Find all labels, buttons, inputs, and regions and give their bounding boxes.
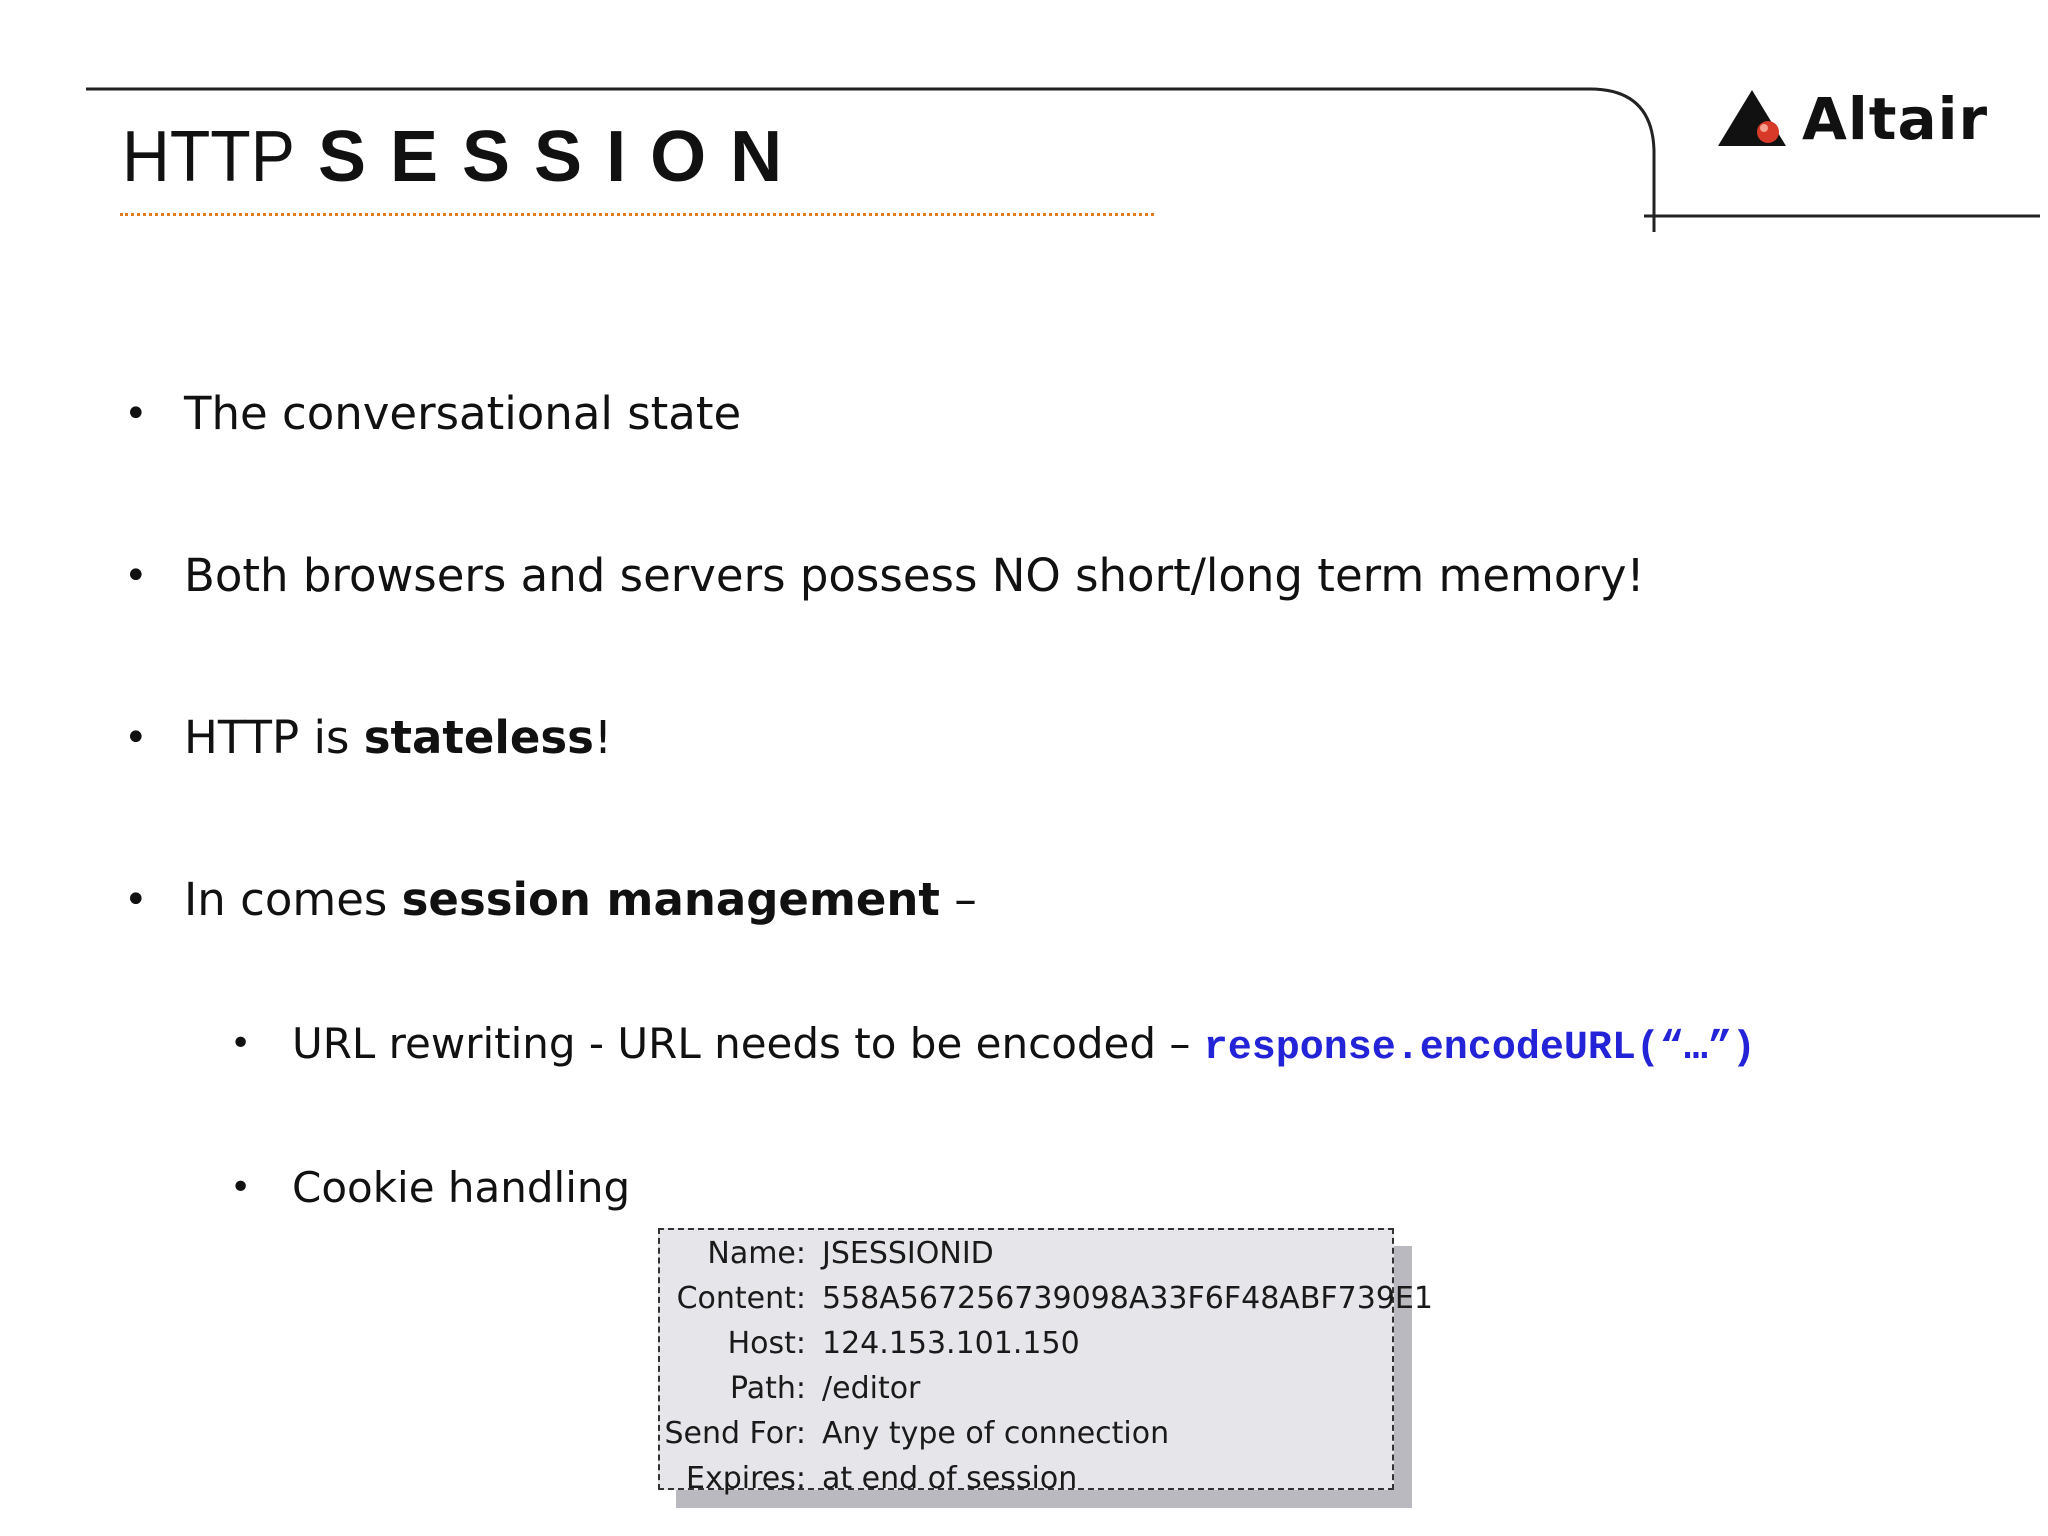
bullet-item — [230, 1160, 631, 1216]
bullet-dot: • — [124, 391, 148, 437]
cookie-row — [660, 1457, 1392, 1501]
logo-text: Altair — [1802, 85, 1989, 153]
cookie-panel — [658, 1228, 1433, 1496]
bullet-text: Both browsers and servers possess NO short/long term memory! — [184, 549, 1645, 602]
cookie-value: /editor — [822, 1371, 921, 1406]
cookie-value: 124.153.101.150 — [822, 1326, 1080, 1361]
cookie-label: Path: — [729, 1371, 806, 1406]
bullet-dot: • — [124, 715, 148, 761]
title-bold: SESSION — [317, 117, 807, 197]
bullet-text: ! — [593, 711, 612, 764]
bullet-text: URL rewriting - URL needs to be encoded – — [292, 1019, 1204, 1068]
cookie-row — [660, 1412, 1392, 1456]
cookie-row — [660, 1232, 1392, 1276]
cookie-value: at end of session — [822, 1461, 1078, 1496]
cookie-label: Host: — [727, 1326, 806, 1361]
bullet-item — [124, 548, 1645, 604]
bullet-text: In comes — [184, 873, 402, 926]
cookie-row — [660, 1367, 1392, 1411]
bold-text: session management — [401, 873, 940, 926]
cookie-label: Content: — [676, 1281, 806, 1316]
cookie-value: 558A567256739098A33F6F48ABF739E1 — [822, 1281, 1433, 1316]
bullet-text: – — [939, 873, 977, 926]
bullet-text: HTTP is — [184, 711, 364, 764]
bullet-item — [124, 710, 612, 766]
cookie-value: Any type of connection — [822, 1416, 1170, 1451]
bullet-dot: • — [124, 877, 148, 923]
bullet-dot: • — [124, 553, 148, 599]
cookie-details — [658, 1228, 1433, 1496]
bullet-item — [124, 872, 977, 928]
code-snippet: response.encodeURL(“…”) — [1203, 1026, 1756, 1071]
bullet-text: Cookie handling — [292, 1163, 631, 1212]
cookie-label: Expires: — [686, 1461, 806, 1496]
bullet-item — [230, 1016, 1756, 1077]
bullet-text: The conversational state — [184, 387, 742, 440]
cookie-value: JSESSIONID — [822, 1236, 994, 1271]
bullet-item — [124, 386, 742, 442]
cookie-label: Send For: — [664, 1416, 806, 1451]
bullet-dot: • — [230, 1167, 252, 1208]
cookie-row — [660, 1277, 1433, 1321]
bullet-dot: • — [230, 1023, 252, 1064]
cookie-label: Name: — [707, 1236, 806, 1271]
bold-text: stateless — [363, 711, 594, 764]
title-light: HTTP — [122, 117, 295, 197]
cookie-row — [660, 1322, 1392, 1366]
